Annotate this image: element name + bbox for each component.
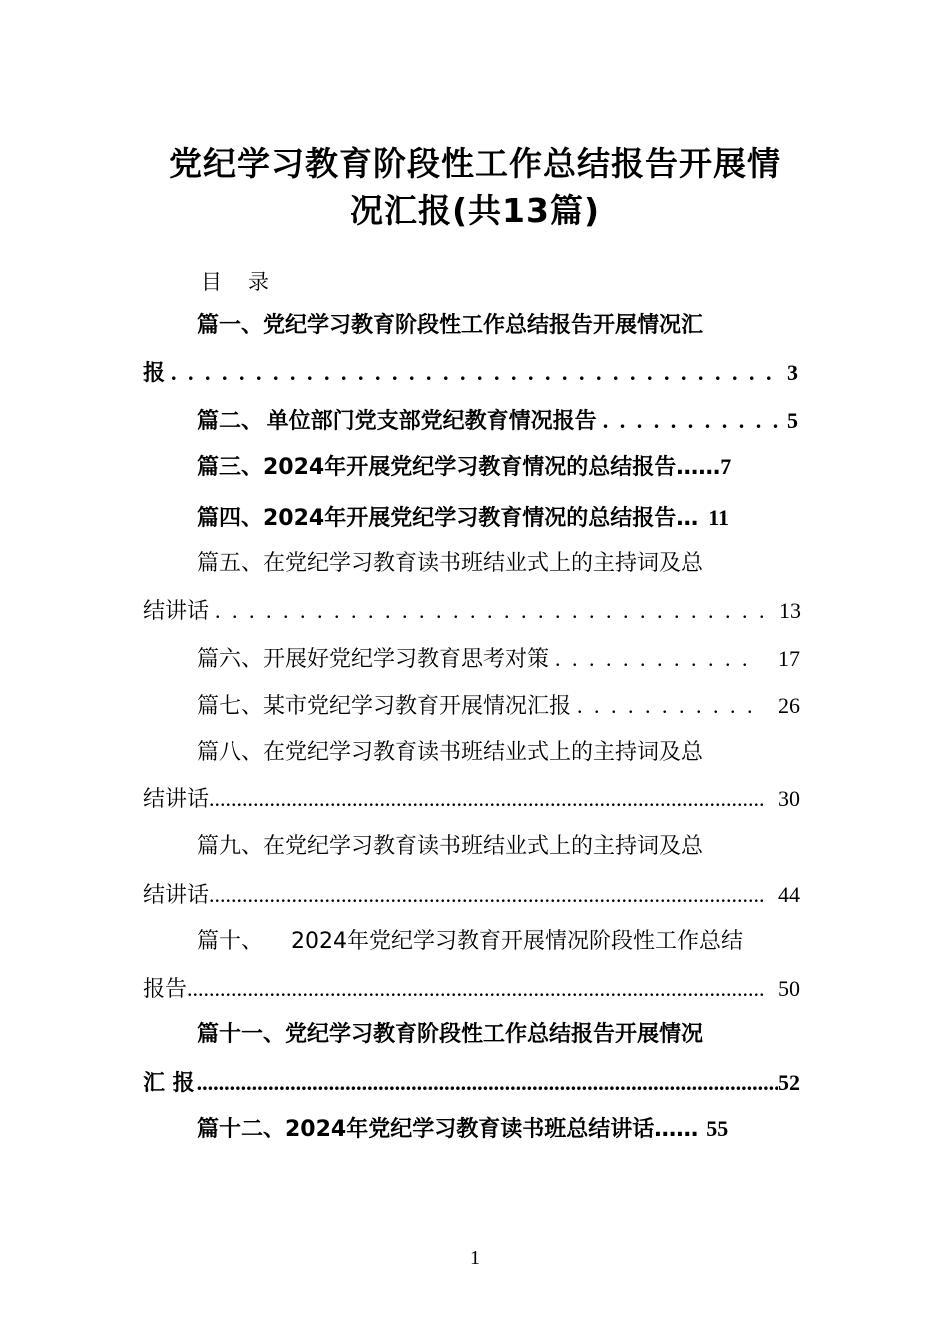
toc-entry-3[interactable]	[197, 451, 798, 483]
toc-entry-9-line-1[interactable]	[197, 831, 797, 863]
toc-page-number: 50	[778, 976, 800, 1001]
toc-page-number: 11	[708, 505, 730, 530]
toc-entry-8-line-2[interactable]	[143, 783, 800, 815]
toc-page-number: 17	[778, 646, 800, 671]
toc-entry-4[interactable]	[197, 502, 802, 534]
title-line-2: 况汇报(共13篇)	[349, 191, 601, 230]
toc-entry-text: 篇九、在党纪学习教育读书班结业式上的主持词及总	[197, 834, 704, 859]
toc-entry-text: 篇五、在党纪学习教育读书班结业式上的主持词及总	[197, 551, 704, 576]
toc-page-number: 7	[720, 454, 732, 479]
document-title	[100, 140, 850, 234]
toc-entry-6[interactable]	[197, 643, 800, 675]
toc-page-number: 52	[778, 1070, 800, 1095]
toc-entry-11-line-2[interactable]	[143, 1067, 800, 1099]
toc-entry-1-line-2[interactable]	[143, 357, 798, 389]
toc-leader-dots	[187, 973, 766, 1005]
toc-leader-dots	[171, 357, 781, 389]
toc-entry-11-line-1[interactable]	[197, 1019, 797, 1051]
toc-entry-label: 篇十、	[197, 929, 264, 954]
toc-leader-dots	[577, 690, 760, 722]
toc-entry-text: 篇十二、2024年党纪学习教育读书班总结讲话……	[197, 1117, 699, 1142]
toc-leader-dots	[215, 595, 773, 627]
toc-page-number: 44	[778, 882, 800, 907]
toc-leader-dots	[209, 783, 766, 815]
toc-page-number: 5	[787, 408, 798, 433]
toc-entry-label: 篇二、	[197, 409, 264, 434]
toc-leader-dots	[555, 643, 760, 675]
toc-entry-2[interactable]	[197, 405, 798, 437]
toc-heading: 目录	[201, 270, 295, 294]
toc-entry-12[interactable]	[197, 1113, 805, 1145]
toc-entry-text: 汇 报	[143, 1071, 195, 1096]
toc-entry-10-line-2[interactable]	[143, 973, 800, 1005]
toc-page-number: 13	[779, 598, 801, 623]
toc-entry-text: 篇三、2024年开展党纪学习教育情况的总结报告……	[197, 455, 721, 480]
toc-entry-1-line-1[interactable]	[197, 310, 797, 342]
toc-entry-text: 单位部门党支部党纪教育情况报告	[266, 409, 597, 434]
toc-entry-text: 报告	[143, 977, 188, 1002]
toc-entry-text: 报	[143, 361, 166, 386]
toc-page-number: 26	[778, 693, 800, 718]
toc-page-number: 55	[706, 1116, 729, 1141]
toc-entry-8-line-1[interactable]	[197, 737, 797, 769]
toc-entry-text: 篇七、某市党纪学习教育开展情况汇报	[197, 694, 572, 719]
toc-page-number: 30	[778, 786, 800, 811]
title-line-1: 党纪学习教育阶段性工作总结报告开展情	[169, 144, 781, 183]
toc-entry-text: 结讲话	[143, 787, 210, 812]
toc-entry-text: 篇八、在党纪学习教育读书班结业式上的主持词及总	[197, 740, 704, 765]
page-number: 1	[470, 1247, 480, 1269]
toc-leader-dots	[197, 1067, 778, 1099]
toc-entry-text: 2024年党纪学习教育开展情况阶段性工作总结	[291, 929, 744, 954]
toc-entry-10-line-1[interactable]	[197, 926, 809, 958]
toc-entry-text: 篇十一、党纪学习教育阶段性工作总结报告开展情况	[197, 1022, 704, 1047]
toc-entry-9-line-2[interactable]	[143, 879, 800, 911]
toc-entry-text: 篇四、2024年开展党纪学习教育情况的总结报告…	[197, 506, 699, 531]
toc-entry-text: 结讲话	[143, 883, 210, 908]
toc-entry-7[interactable]	[197, 690, 800, 722]
toc-page-number: 3	[787, 360, 798, 385]
toc-entry-5-line-1[interactable]	[197, 548, 797, 580]
toc-entry-text: 篇一、党纪学习教育阶段性工作总结报告开展情况汇	[197, 313, 704, 338]
toc-leader-dots	[209, 879, 766, 911]
toc-entry-text: 篇六、开展好党纪学习教育思考对策	[197, 647, 550, 672]
toc-entry-5-line-2[interactable]	[143, 595, 801, 627]
toc-leader-dots	[603, 405, 781, 437]
toc-entry-text: 结讲话	[143, 599, 210, 624]
